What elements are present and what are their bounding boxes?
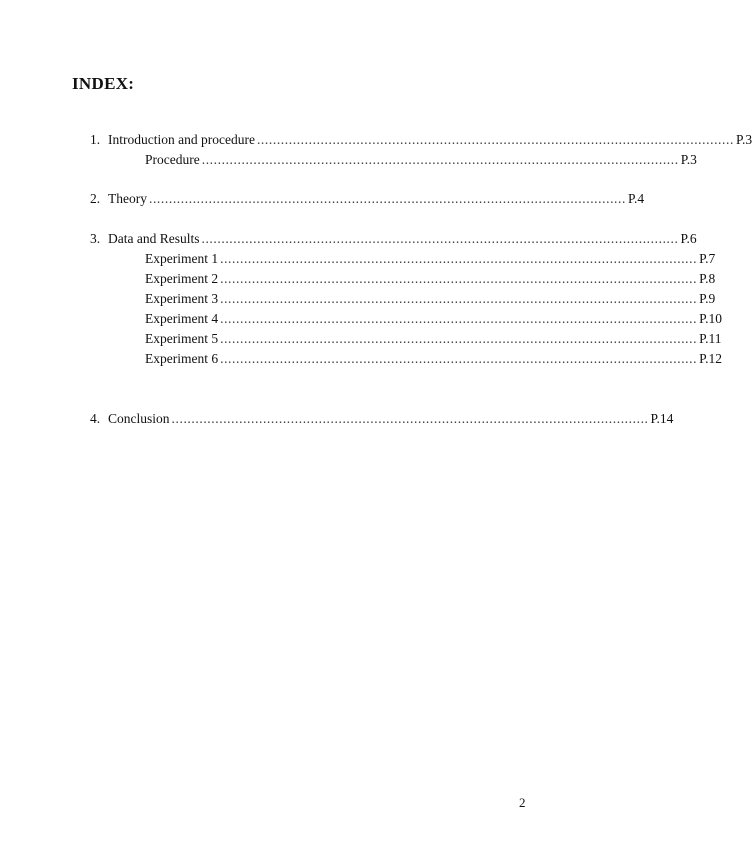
toc-entry-experiment-1 [145,250,716,268]
toc-entry-page: P.10 [699,311,722,326]
toc-entry-introduction [90,131,752,149]
dot-leader: ........................................................................................................................ [220,351,698,366]
toc-entry-number: 4. [90,411,101,426]
toc-entry-page: P.4 [627,191,645,206]
toc-entry-label: Experiment 6 [145,351,219,366]
toc-entry-page: P.11 [699,331,722,346]
dot-leader: ........................................................................................................................ [220,251,698,266]
toc-entry-page: P.7 [699,251,716,266]
dot-leader: ........................................................................................................................ [220,311,698,326]
toc-entry-procedure [145,151,697,169]
toc-entry-experiment-2 [145,270,716,288]
dot-leader: ........................................................................................................................ [220,271,698,286]
toc-entry-page: P.14 [650,411,674,426]
toc-entry-experiment-6 [145,350,722,368]
toc-entry-conclusion [90,410,674,428]
dot-leader: ........................................................................................................................ [220,331,698,346]
toc-entry-label: Experiment 1 [145,251,219,266]
toc-entry-label: Data and Results [108,231,200,246]
toc-entry-page: P.8 [699,271,716,286]
dot-leader: ........................................................................................................................ [148,191,626,206]
toc-entry-page: P.6 [680,231,697,246]
footer-page-number: 2 [519,795,526,810]
toc-entry-label: Theory [108,191,147,206]
toc-entry-label: Introduction and procedure [108,132,255,147]
dot-leader: ........................................................................................................................ [171,411,649,426]
toc-entry-experiment-5 [145,330,722,348]
toc-entry-label: Conclusion [108,411,170,426]
toc-entry-label: Experiment 4 [145,311,219,326]
toc-entry-number: 1. [90,132,101,147]
index-title: INDEX: [72,74,135,93]
toc-entry-experiment-3 [145,290,716,308]
toc-entry-label: Experiment 5 [145,331,219,346]
toc-entry-page: P.12 [699,351,722,366]
dot-leader: ........................................................................................................................ [201,152,679,167]
dot-leader: ........................................................................................................................ [256,132,734,147]
toc-entry-page: P.3 [680,152,697,167]
toc-entry-label: Procedure [145,152,200,167]
toc-entry-experiment-4 [145,310,722,328]
toc-entry-theory [90,190,645,208]
dot-leader: ........................................................................................................................ [201,231,679,246]
toc-entry-label: Experiment 2 [145,271,219,286]
toc-entry-page: P.3 [735,132,752,147]
toc-entry-data-and-results [90,230,697,248]
dot-leader: ........................................................................................................................ [220,291,698,306]
toc-entry-page: P.9 [699,291,716,306]
toc-entry-number: 3. [90,231,101,246]
toc-entry-label: Experiment 3 [145,291,219,306]
toc-entry-number: 2. [90,191,101,206]
